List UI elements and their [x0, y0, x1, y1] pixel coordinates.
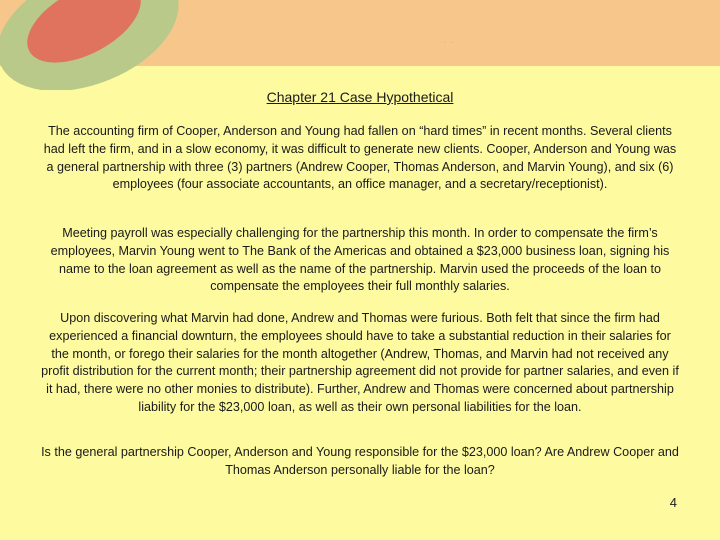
paragraph-loan: Meeting payroll was especially challenging for the partnership this month. In order to compensate the firm’s employees, Marvin Young went to The Bank of the Americas and obtained a $23,000 business loan, signing his name to the loan agreement as well as the name of the partnership. Marvin used the proceeds of the loan to compensate the employees their full monthly salaries.	[50, 226, 670, 294]
paragraph-background: The accounting firm of Cooper, Anderson and Young had fallen on “hard times” in recent months. Several clients had left the firm, and in a slow economy, it was difficult to generate new clients. Cooper, Anderson and Young was a general partnership with three (3) partners (Andrew Cooper, Thomas Anderson, and Marvin Young), and six (6) employees (four associate accountants, an office manager, and a secretary/receptionist).	[43, 124, 677, 192]
paragraph-dispute: Upon discovering what Marvin had done, Andrew and Thomas were furious. Both felt that since the firm had experienced a financial downturn, the employees should have to take a substantial reduction in their salaries for the month, or forego their salaries for the month altogether (Andrew, Thomas, and Marvin had not received any profit distribution for the current month; their partnership agreement did not provide for partner salaries, and even if it had, there were no other monies to distribute). Further, Andrew and Thomas were concerned about partnership liability for the $23,000 loan, as well as their own personal liabilities for the loan.	[41, 311, 679, 414]
decorative-dots: · ·	[444, 40, 456, 46]
decorative-blob-graphic	[0, 0, 200, 90]
page-number: 4	[669, 495, 677, 510]
slide-title: Chapter 21 Case Hypothetical	[266, 89, 454, 105]
paragraph-question: Is the general partnership Cooper, Anderson and Young responsible for the $23,000 loan? Are Andrew Cooper and Thomas Anderson personally liable for the loan?	[41, 445, 679, 477]
